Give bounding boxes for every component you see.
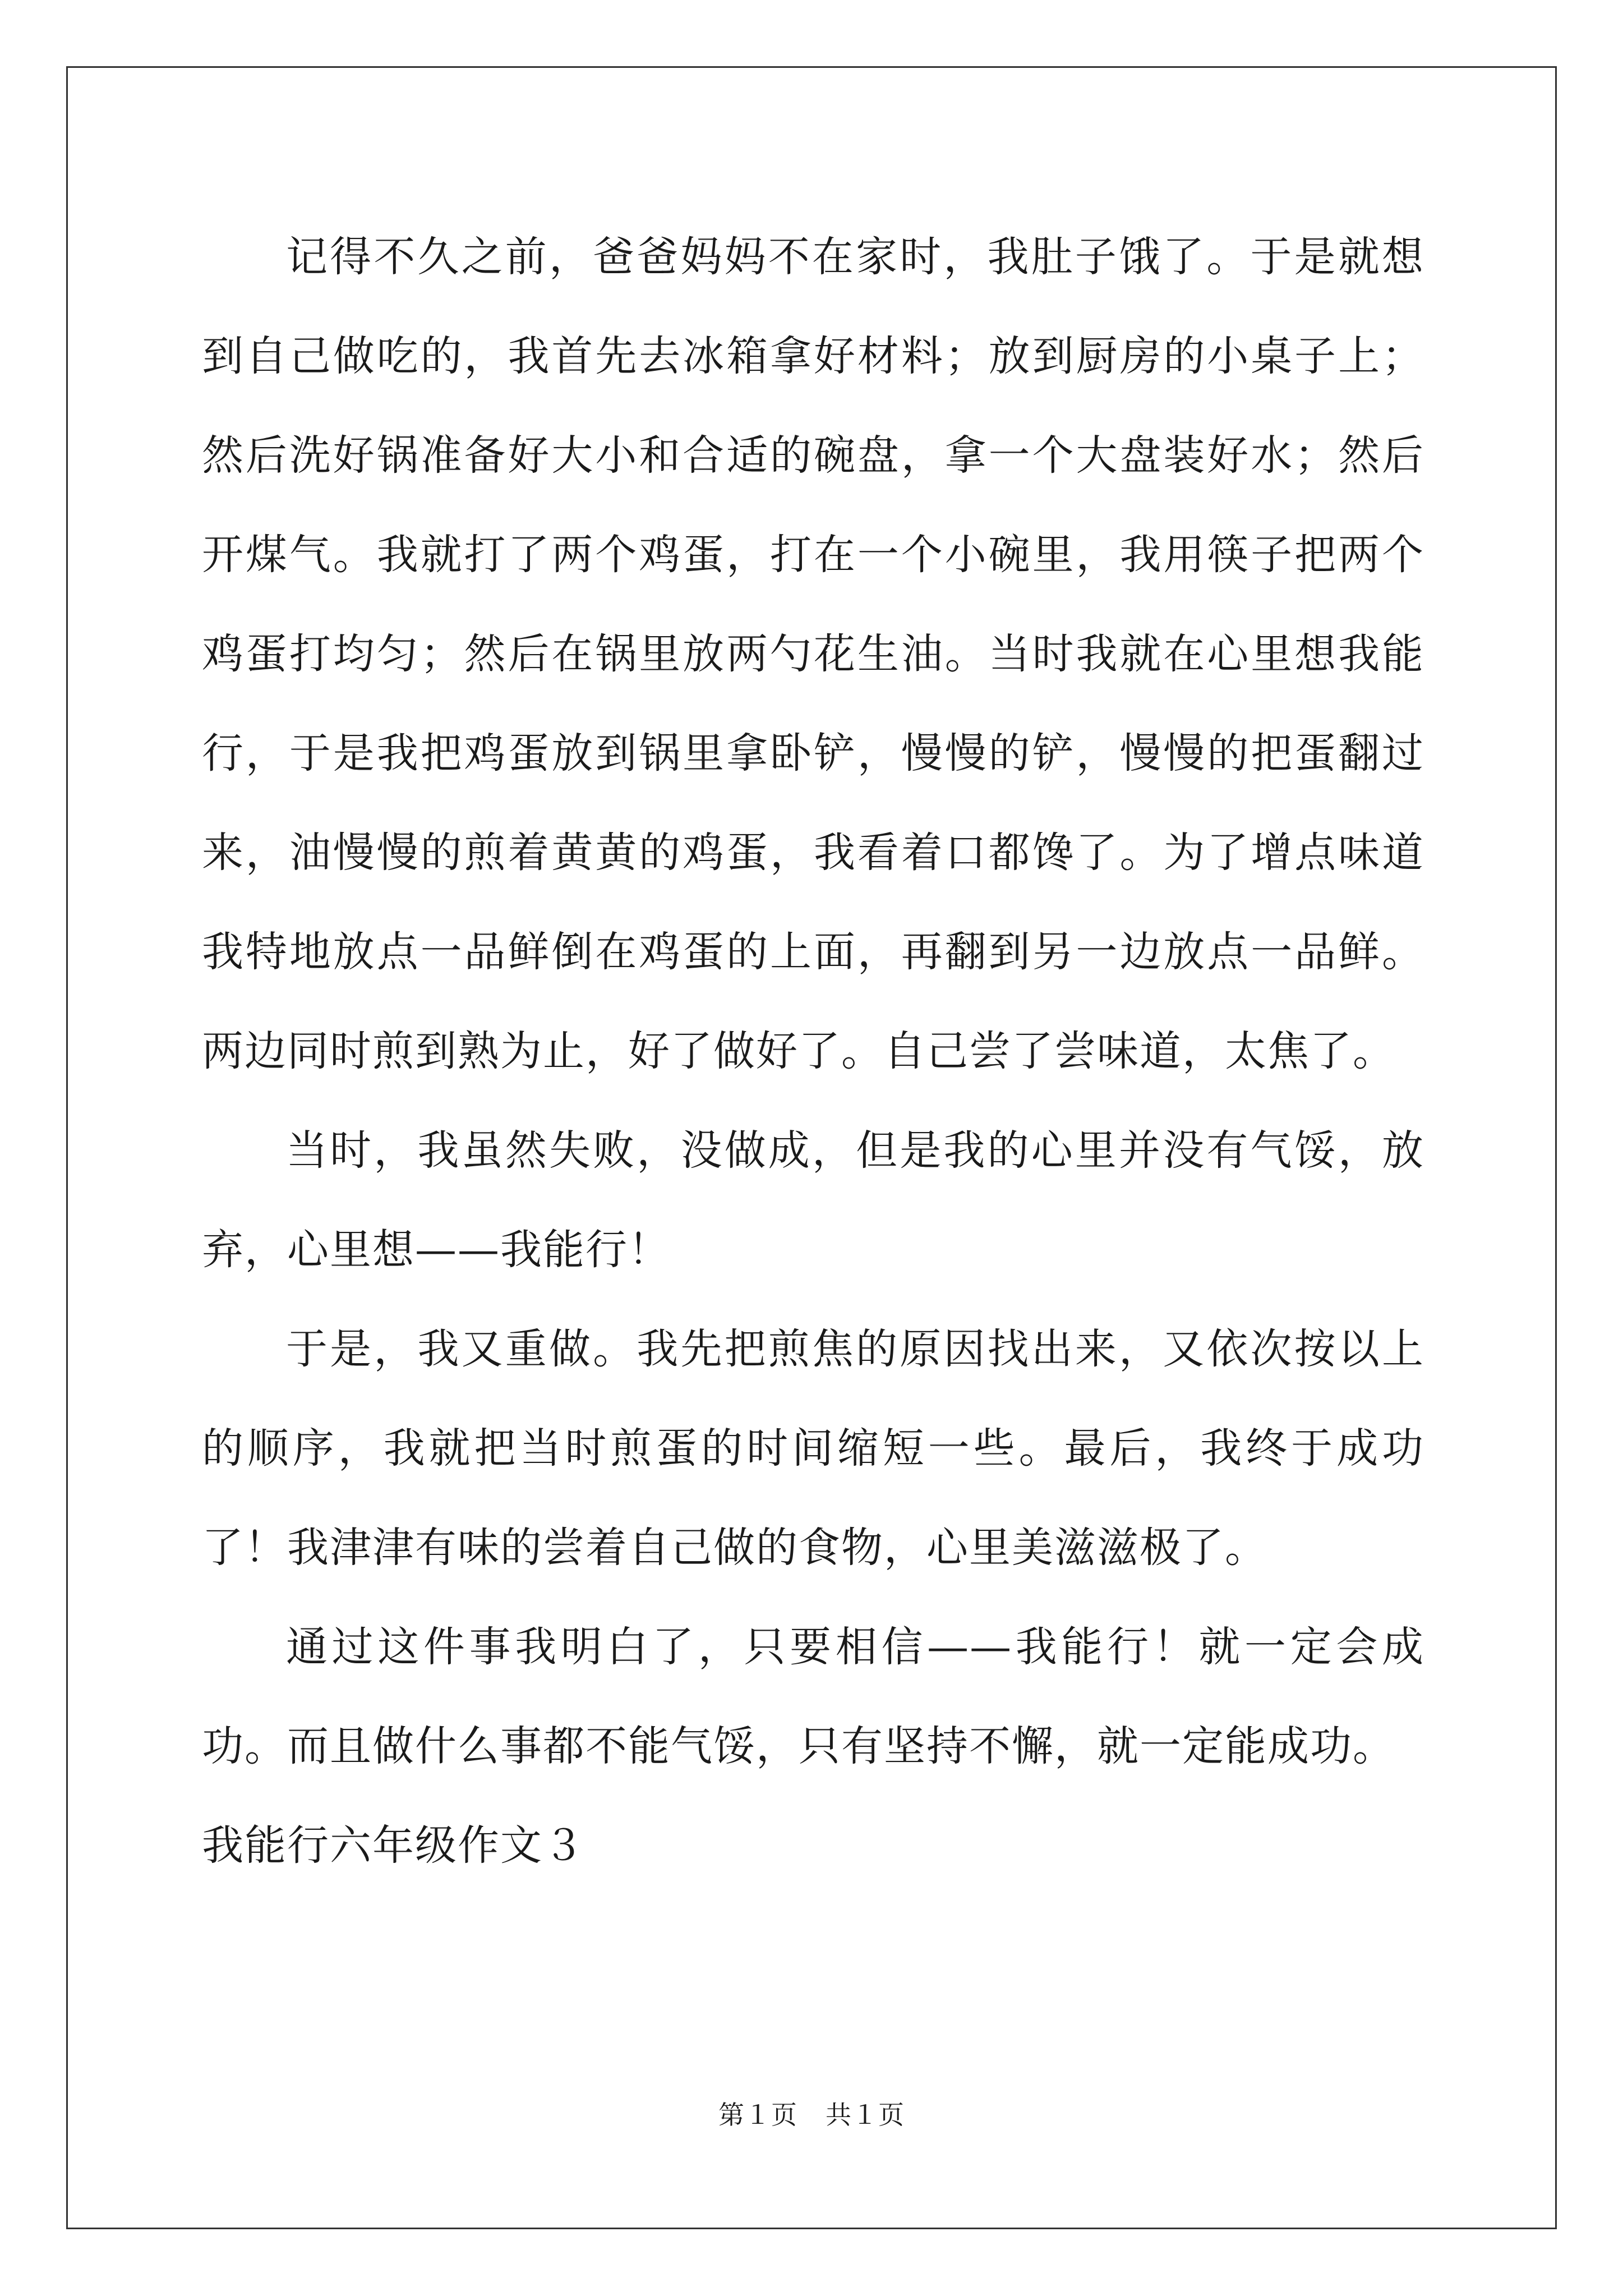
page-number: 第１页	[718, 2100, 797, 2130]
document-body	[202, 208, 1424, 1895]
paragraph-3: 于是，我又重做。我先把煎焦的原因找出来，又依次按以上的顺序，我就把当时煎蛋的时间缩短一些。最后，我终于成功了！我津津有味的尝着自己做的食物，心里美滋滋极了。	[202, 1325, 1424, 1572]
paragraph-1: 记得不久之前，爸爸妈妈不在家时，我肚子饿了。于是就想到自己做吃的，我首先去冰箱拿好材料；放到厨房的小桌子上；然后洗好锅准备好大小和合适的碗盘，拿一个大盘装好水；然后开煤气。我就打了两个鸡蛋，打在一个小碗里，我用筷子把两个鸡蛋打均匀；然后在锅里放两勺花生油。当时我就在心里想我能行，于是我把鸡蛋放到锅里拿卧铲，慢慢的铲，慢慢的把蛋翻过来，油慢慢的煎着黄黄的鸡蛋，我看着口都馋了。为了增点味道我特地放点一品鲜倒在鸡蛋的上面，再翻到另一边放点一品鲜。两边同时煎到熟为止，好了做好了。自己尝了尝味道，太焦了。	[202, 233, 1424, 1075]
paragraph-2: 当时，我虽然失败，没做成，但是我的心里并没有气馁，放弃，心里想——我能行！	[202, 1126, 1424, 1274]
page-total: 共１页	[826, 2100, 905, 2130]
section-heading: 我能行六年级作文３	[202, 1821, 585, 1870]
paragraph-4: 通过这件事我明白了，只要相信——我能行！就一定会成功。而且做什么事都不能气馁，只有坚持不懈，就一定能成功。	[202, 1623, 1424, 1770]
page-footer	[0, 2098, 1623, 2132]
